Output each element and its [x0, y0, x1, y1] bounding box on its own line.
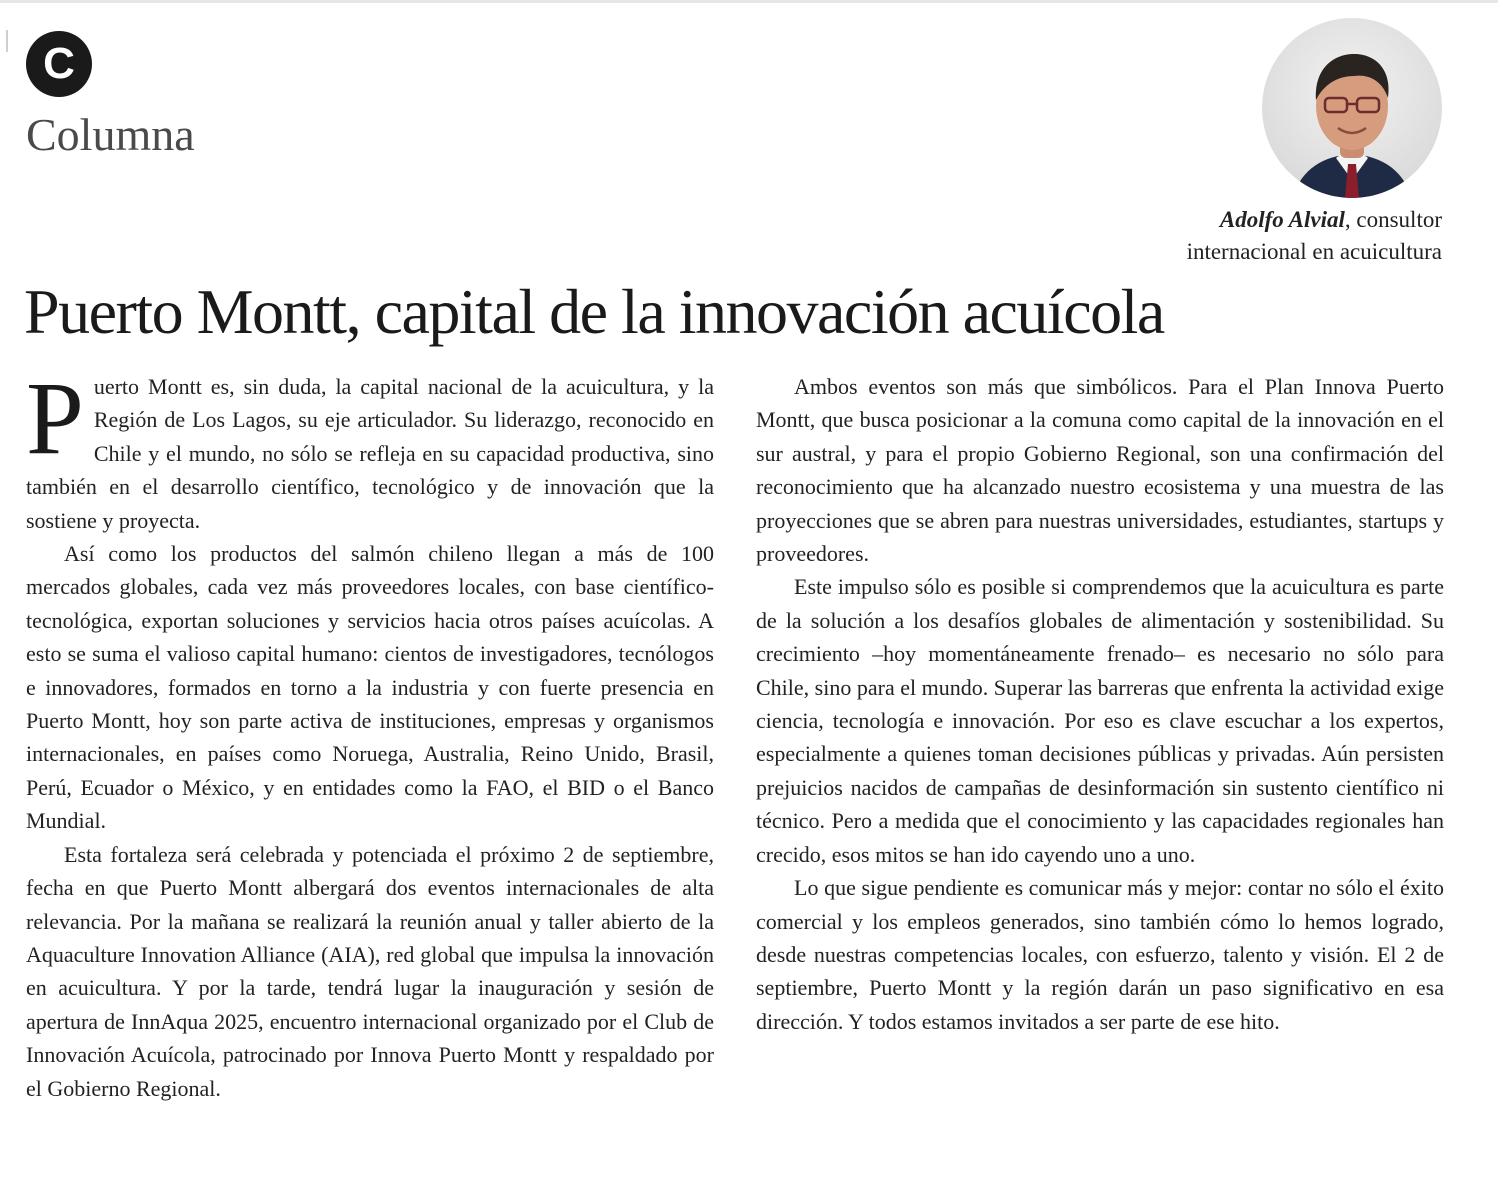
author-name: Adolfo Alvial — [1219, 207, 1345, 232]
article-column-left — [26, 361, 714, 1105]
article-paragraph: Ambos eventos son más que simbólicos. Para el Plan Innova Puerto Montt, que busca posicionar a la comuna como capital de la innovación en el sur austral, y para el propio Gobierno Regional, son una confirmación del reconocimiento que ha alcanzado nuestro ecosistema y una muestra de las proyecciones que se abren para nuestras universidades, estudiantes, startups y proveedores. — [756, 374, 1444, 567]
top-rule — [0, 0, 1498, 3]
margin-mark — [6, 30, 8, 52]
author-portrait — [1262, 18, 1442, 198]
byline — [1022, 204, 1442, 268]
article-paragraph: Así como los productos del salmón chileno llegan a más de 100 mercados globales, cada vez más proveedores locales, con base científico-tecnológica, exportan soluciones y servicios hacia otros países acuícolas. A esto se suma el valioso capital humano: cientos de investigadores, tecnólogos e innovadores, formados en torno a la industria y con fuerte presencia en Puerto Montt, hoy son parte activa de instituciones, empresas y organismos internacionales, en países como Noruega, Australia, Reino Unido, Brasil, Perú, Ecuador o México, y en entidades como la FAO, el BID o el Banco Mundial. — [26, 541, 714, 834]
author-role-line2: internacional en acuicultura — [1186, 239, 1442, 264]
headline: Puerto Montt, capital de la innovación acuícola — [24, 276, 1164, 347]
drop-cap: P — [26, 361, 84, 476]
article-column-right — [756, 370, 1444, 1038]
article-paragraph: Esta fortaleza será celebrada y potenciada el próximo 2 de septiembre, fecha en que Puerto Montt albergará dos eventos internacionales de alta relevancia. Por la mañana se realizará la reunión anual y taller abierto de la Aquaculture Innovation Alliance (AIA), red global que impulsa la innovación en acuicultura. Y por la tarde, tendrá lugar la inauguración y sesión de apertura de InnAqua 2025, encuentro internacional organizado por el Club de Innovación Acuícola, patrocinado por Innova Puerto Montt y respaldado por el Gobierno Regional. — [26, 841, 714, 1101]
author-role-line1: , consultor — [1344, 207, 1442, 232]
article-paragraph: Lo que sigue pendiente es comunicar más y mejor: contar no sólo el éxito comercial y los empleos generados, sino también cómo lo hemos logrado, desde nuestras competencias locales, con esfuerzo, talento y visión. El 2 de septiembre, Puerto Montt y la región darán un paso significativo en esa dirección. Y todos estamos invitados a ser parte de ese hito. — [756, 875, 1444, 1034]
section-label: Columna — [26, 109, 195, 160]
article-paragraph: Este impulso sólo es posible si comprendemos que la acuicultura es parte de la solución a los desafíos globales de alimentación y sostenibilidad. Su crecimiento –hoy momentáneamente frenado– es necesario no sólo para Chile, sino para el mundo. Superar las barreras que enfrenta la actividad exige ciencia, tecnología e innovación. Por eso es clave escuchar a los expertos, especialmente a quienes toman decisiones públicas y privadas. Aún persisten prejuicios nacidos de campañas de desinformación sin sustento científico ni técnico. Pero a medida que el conocimiento y las capacidades regionales han crecido, esos mitos se han ido cayendo uno a uno. — [756, 574, 1444, 867]
section-badge: C — [26, 31, 92, 97]
article-paragraph — [26, 361, 714, 537]
paragraph-text: uerto Montt es, sin duda, la capital nacional de la acuicultura, y la Región de Los Lagos, su eje articulador. Su liderazgo, reconocido en Chile y el mundo, no sólo se refleja en su capacidad productiva, sino también en el desarrollo científico, tecnológico y de innovación que la sostiene y proyecta. — [26, 374, 714, 533]
author-photo-icon — [1262, 18, 1442, 198]
